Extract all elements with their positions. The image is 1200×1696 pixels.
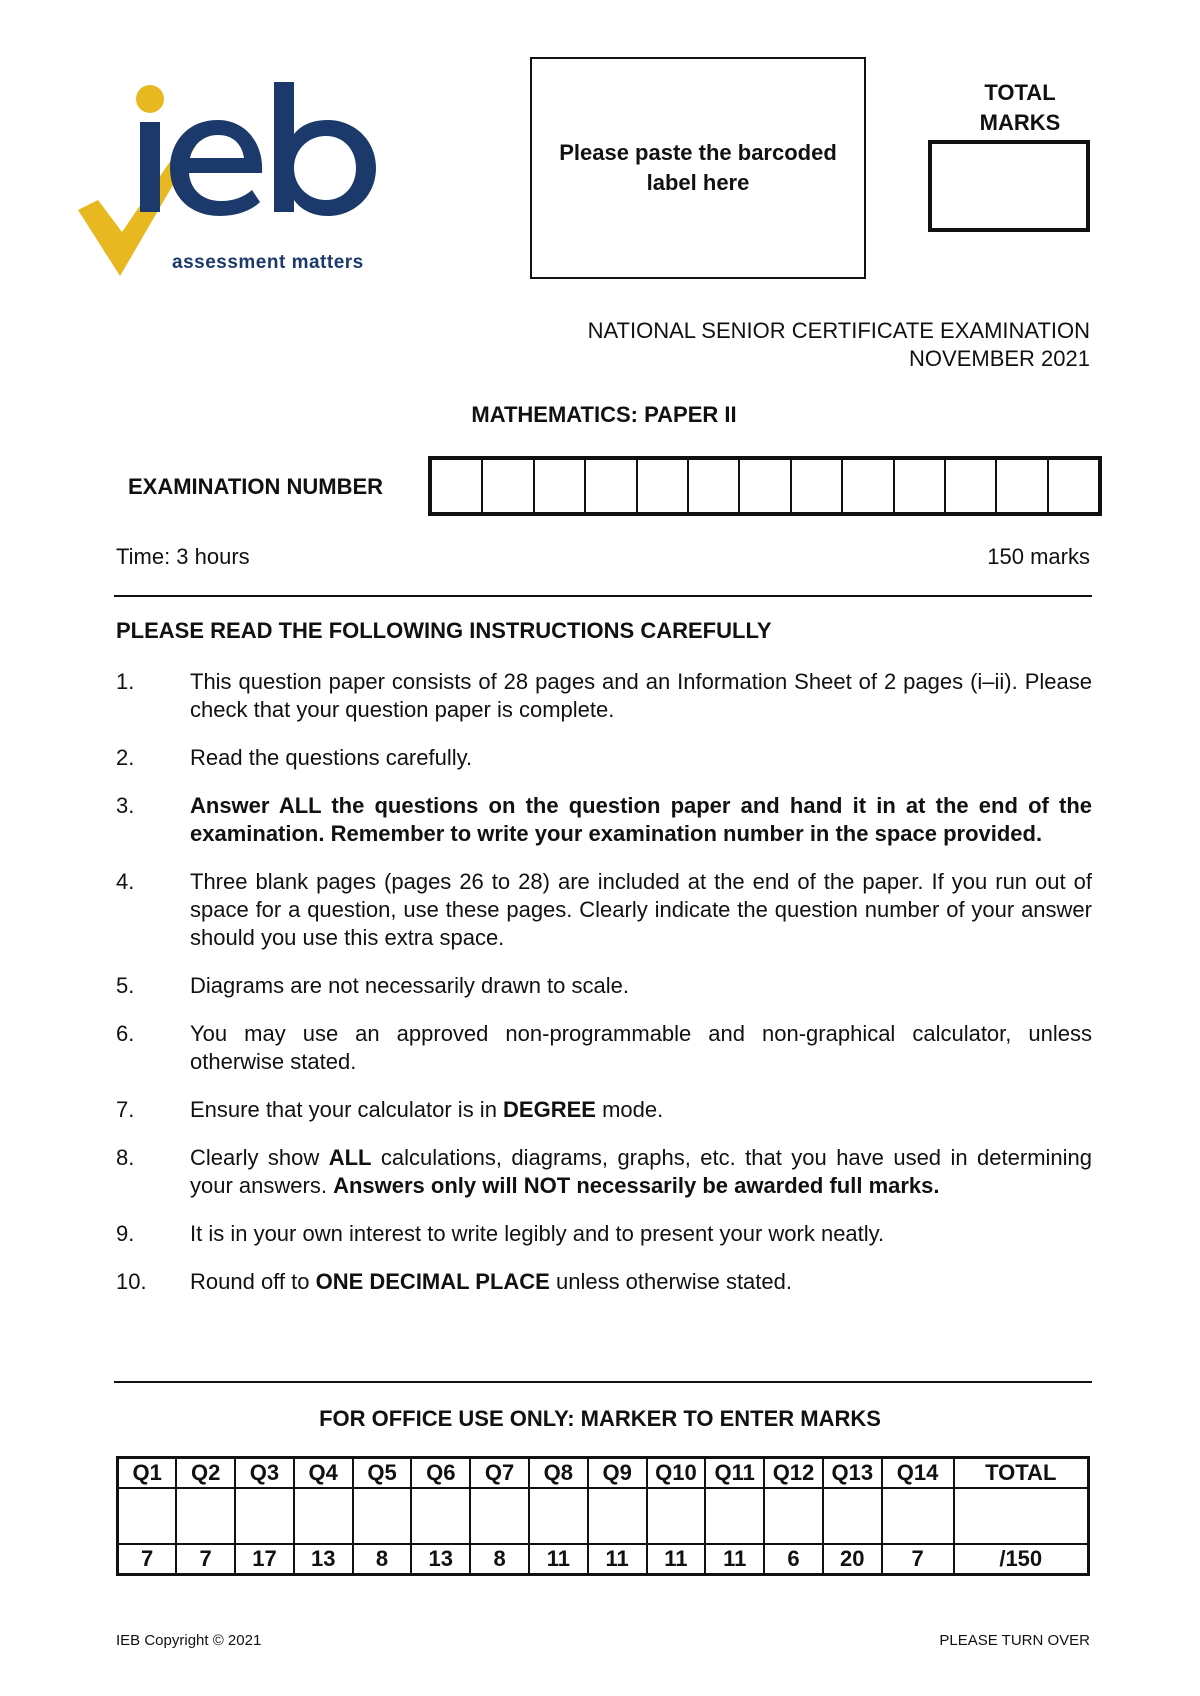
marks-max-value: 11 (588, 1544, 647, 1575)
marks-max-value: 7 (882, 1544, 954, 1575)
instruction-item (116, 1144, 1092, 1200)
marks-header-q6: Q6 (411, 1458, 470, 1489)
instruction-text-bold: ONE DECIMAL PLACE (315, 1269, 550, 1294)
instruction-item (116, 1220, 1092, 1248)
marks-entry-cell[interactable] (882, 1488, 954, 1544)
instruction-text-bold: ALL (328, 1145, 372, 1170)
instruction-text-bold: DEGREE (503, 1097, 596, 1122)
marks-entry-cell[interactable] (588, 1488, 647, 1544)
exam-number-cell[interactable] (535, 460, 586, 512)
barcode-instruction: Please paste the barcoded label here (559, 140, 837, 195)
exam-number-cell[interactable] (843, 460, 894, 512)
instruction-number: 7. (116, 1097, 135, 1122)
instruction-number: 9. (116, 1221, 135, 1246)
marks-max-value: 7 (176, 1544, 235, 1575)
instruction-item (116, 868, 1092, 952)
instruction-text-part: Read the questions carefully. (190, 745, 473, 770)
logo-tagline: assessment matters (172, 252, 364, 273)
exam-number-cell[interactable] (689, 460, 740, 512)
marks-max-value: 6 (764, 1544, 823, 1575)
marks-max-value: /150 (954, 1544, 1089, 1575)
marks-table (116, 1456, 1090, 1576)
marks-entry-cell[interactable] (705, 1488, 764, 1544)
exam-title: NATIONAL SENIOR CERTIFICATE EXAMINATION (587, 318, 1090, 343)
instruction-item (116, 744, 1092, 772)
footer-turn-over: PLEASE TURN OVER (939, 1632, 1090, 1649)
instruction-number: 10. (116, 1269, 147, 1294)
subject-title: MATHEMATICS: PAPER II (471, 402, 737, 427)
marks-entry-cell[interactable] (118, 1488, 177, 1544)
marks-max-value: 11 (647, 1544, 706, 1575)
marks-entry-cell[interactable] (529, 1488, 588, 1544)
marks-max-value: 17 (235, 1544, 294, 1575)
instruction-item (116, 668, 1092, 724)
instruction-number: 4. (116, 869, 135, 894)
marks-max-value: 11 (529, 1544, 588, 1575)
barcode-label-box (530, 57, 866, 279)
instruction-text-part: Round off to (190, 1269, 316, 1294)
exam-number-cell[interactable] (1049, 460, 1098, 512)
exam-number-cell[interactable] (483, 460, 534, 512)
instruction-text (190, 1144, 1092, 1200)
marks-entry-cell[interactable] (954, 1488, 1089, 1544)
instruction-number: 2. (116, 745, 135, 770)
marks-entry-cell[interactable] (647, 1488, 706, 1544)
exam-number-cell[interactable] (997, 460, 1048, 512)
instruction-text-part: Diagrams are not necessarily drawn to scale. (190, 973, 629, 998)
marks-max-value: 8 (470, 1544, 529, 1575)
marks-header-q2: Q2 (176, 1458, 235, 1489)
marks-header-q12: Q12 (764, 1458, 823, 1489)
marks-entry-cell[interactable] (764, 1488, 823, 1544)
marks-header-q8: Q8 (529, 1458, 588, 1489)
exam-number-label: EXAMINATION NUMBER (128, 474, 384, 499)
marks-max-value: 20 (823, 1544, 882, 1575)
marks-max-value: 13 (411, 1544, 470, 1575)
instruction-number: 1. (116, 669, 135, 694)
marks-header-q10: Q10 (647, 1458, 706, 1489)
instruction-text (190, 792, 1092, 848)
marks-entry-cell[interactable] (823, 1488, 882, 1544)
marks-table-header-row (118, 1458, 1089, 1489)
marks-max-value: 13 (294, 1544, 353, 1575)
exam-number-cell[interactable] (432, 460, 483, 512)
marks-entry-cell[interactable] (470, 1488, 529, 1544)
instruction-text (190, 1096, 1092, 1124)
total-marks-value: 150 marks (987, 544, 1090, 569)
time-allowed: Time: 3 hours (116, 544, 250, 569)
instruction-text-part: This question paper consists of 28 pages and an Information Sheet of 2 pages (i–ii). Please check that your question paper is complete. (190, 669, 1092, 722)
instruction-item (116, 972, 1092, 1000)
marks-header-q9: Q9 (588, 1458, 647, 1489)
exam-number-cell[interactable] (792, 460, 843, 512)
marks-header-q4: Q4 (294, 1458, 353, 1489)
marks-entry-cell[interactable] (176, 1488, 235, 1544)
instruction-text (190, 744, 1092, 772)
instruction-text (190, 868, 1092, 952)
total-marks-label-line2: MARKS (979, 110, 1061, 135)
marks-entry-cell[interactable] (294, 1488, 353, 1544)
marks-entry-cell[interactable] (411, 1488, 470, 1544)
ieb-logo (78, 82, 418, 312)
marks-max-value: 8 (353, 1544, 412, 1575)
office-use-heading: FOR OFFICE USE ONLY: MARKER TO ENTER MARKS (319, 1406, 881, 1431)
exam-number-cell[interactable] (740, 460, 791, 512)
instruction-item (116, 792, 1092, 848)
marks-header-q11: Q11 (705, 1458, 764, 1489)
marks-max-value: 7 (118, 1544, 177, 1575)
marks-max-value: 11 (705, 1544, 764, 1575)
instruction-number: 3. (116, 793, 135, 818)
instruction-item (116, 1268, 1092, 1296)
marks-entry-cell[interactable] (235, 1488, 294, 1544)
marks-header-q14: Q14 (882, 1458, 954, 1489)
instruction-text-part: calculations, diagrams, graphs, etc. that you have used in determining your answers. (190, 1145, 1092, 1198)
instruction-text-part: unless otherwise stated. (549, 1269, 792, 1294)
exam-date: NOVEMBER 2021 (909, 346, 1090, 371)
instructions-list (116, 668, 1092, 1316)
instructions-heading: PLEASE READ THE FOLLOWING INSTRUCTIONS CAREFULLY (116, 618, 772, 643)
marks-header-q5: Q5 (353, 1458, 412, 1489)
instruction-number: 8. (116, 1145, 135, 1170)
instruction-text-part: Three blank pages (pages 26 to 28) are included at the end of the paper. If you run out of space for a question, use these pages. Clearly indicate the question number of your answer should you use this extra space. (190, 869, 1092, 950)
total-marks-label-line1: TOTAL (984, 80, 1056, 105)
divider (114, 595, 1092, 597)
instruction-item (116, 1096, 1092, 1124)
exam-number-cell[interactable] (946, 460, 997, 512)
instruction-text-part: You may use an approved non-programmable and non-graphical calculator, unless otherwise stated. (190, 1021, 1092, 1074)
divider (114, 1381, 1092, 1383)
instruction-text (190, 972, 1092, 1000)
exam-number-grid (428, 456, 1102, 516)
marks-header-q13: Q13 (823, 1458, 882, 1489)
instruction-text (190, 1268, 1092, 1296)
instruction-item (116, 1020, 1092, 1076)
exam-number-cell[interactable] (586, 460, 637, 512)
instruction-text-part: mode. (595, 1097, 664, 1122)
marks-table-max-row (118, 1544, 1089, 1575)
marks-header-q3: Q3 (235, 1458, 294, 1489)
exam-number-cell[interactable] (895, 460, 946, 512)
marks-header-q7: Q7 (470, 1458, 529, 1489)
instruction-number: 5. (116, 973, 135, 998)
instruction-text-bold: Answers only will NOT necessarily be awarded full marks. (333, 1173, 940, 1198)
marks-entry-cell[interactable] (353, 1488, 412, 1544)
marks-header-q1: Q1 (118, 1458, 177, 1489)
instruction-text (190, 668, 1092, 724)
marks-table-entry-row (118, 1488, 1089, 1544)
marks-header-total: TOTAL (954, 1458, 1089, 1489)
instruction-text-part: Ensure that your calculator is in (190, 1097, 504, 1122)
total-marks-box[interactable] (928, 140, 1090, 232)
instruction-number: 6. (116, 1021, 135, 1046)
instruction-text-part: It is in your own interest to write legibly and to present your work neatly. (190, 1221, 885, 1246)
instruction-text (190, 1020, 1092, 1076)
instruction-text-bold: Answer ALL the questions on the question paper and hand it in at the end of the examination. Remember to write your examination number in the space provided. (190, 793, 1092, 846)
instruction-text (190, 1220, 1092, 1248)
instruction-text-part: Clearly show (190, 1145, 329, 1170)
total-marks-label (960, 78, 1080, 138)
footer-copyright: IEB Copyright © 2021 (116, 1632, 262, 1649)
exam-number-cell[interactable] (638, 460, 689, 512)
